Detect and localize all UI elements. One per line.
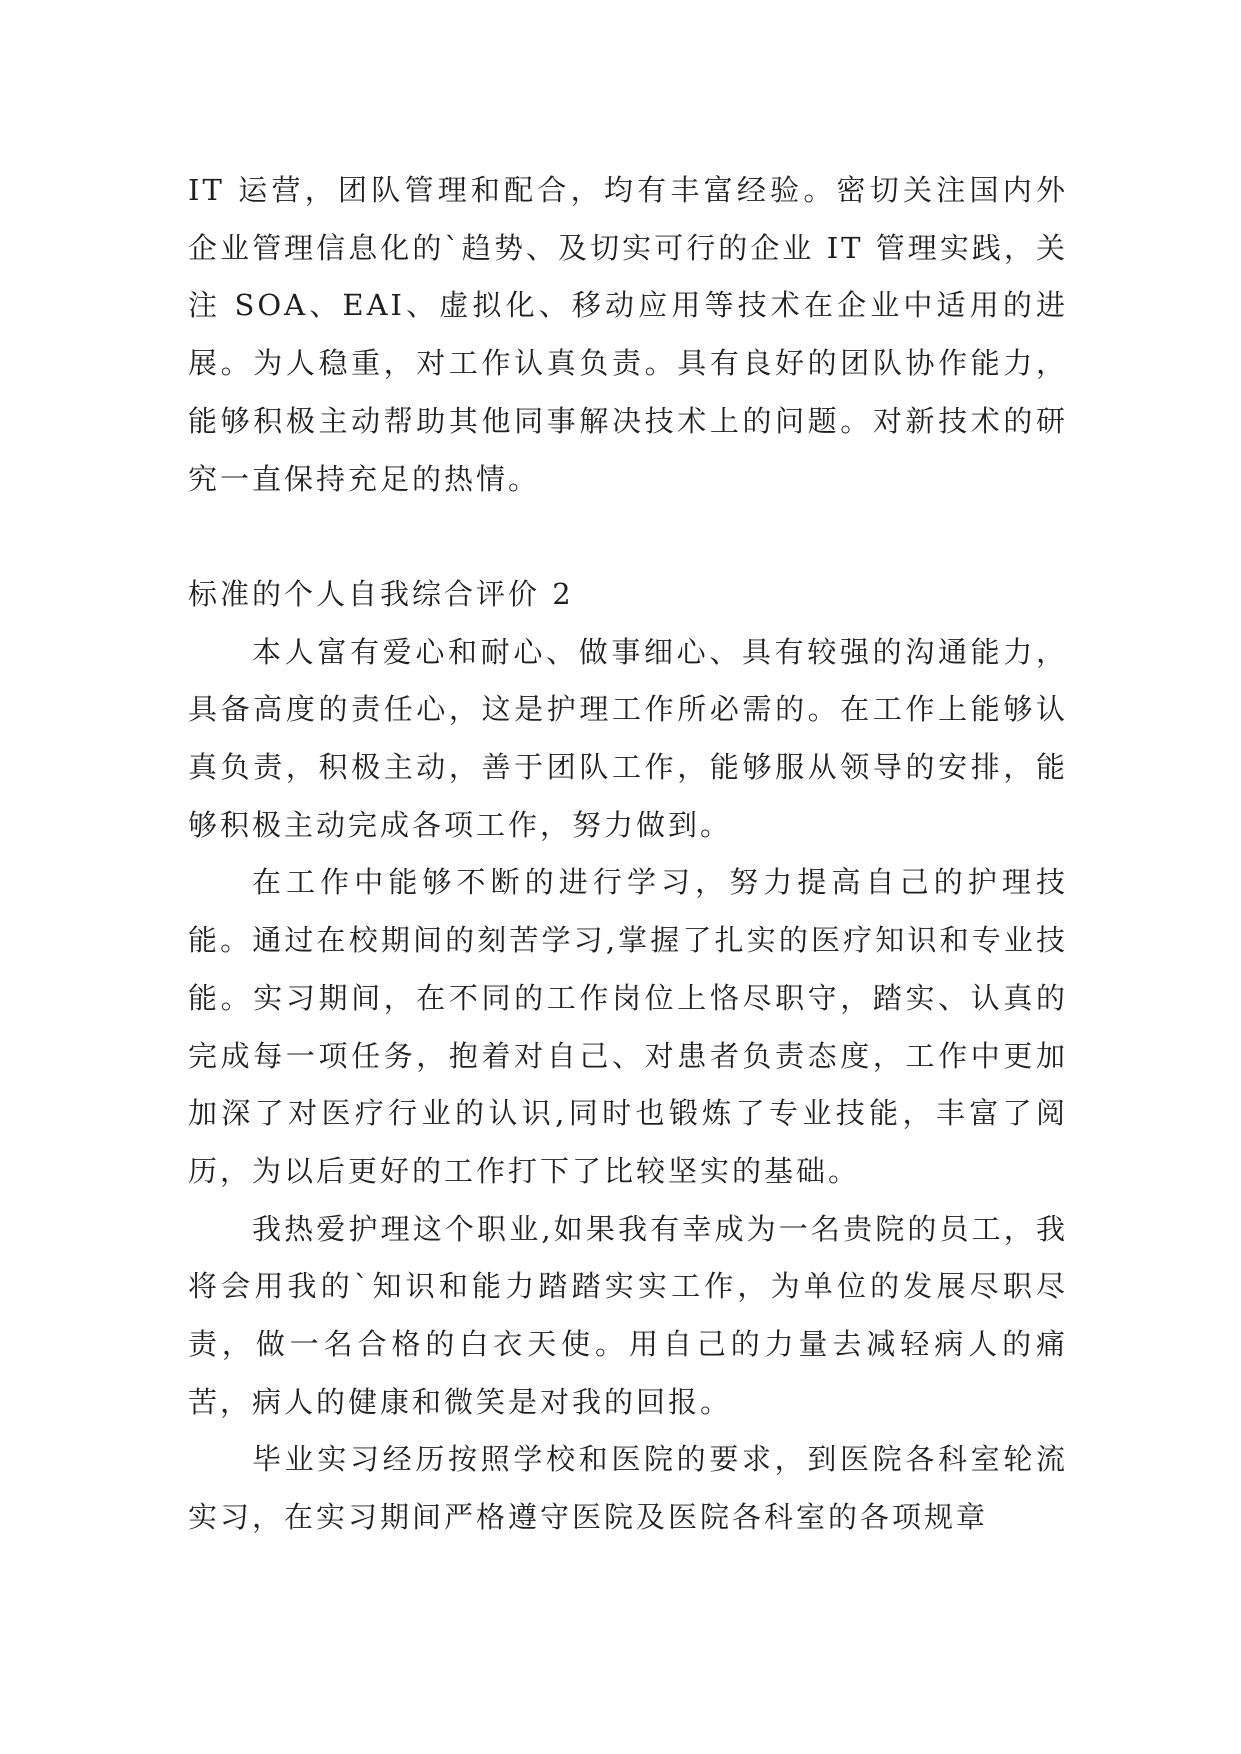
- body-paragraph: 本人富有爱心和耐心、做事细心、具有较强的沟通能力，具备高度的责任心，这是护理工作所必需的。在工作上能够认真负责，积极主动，善于团队工作，能够服从领导的安排，能够积极主动完成各项工作，努力做到。: [188, 634, 1068, 842]
- body-paragraph: 毕业实习经历按照学校和医院的要求，到医院各科室轮流实习，在实习期间严格遵守医院及医院各科室的各项规章: [188, 1442, 1068, 1535]
- body-paragraph: 在工作中能够不断的进行学习，努力提高自己的护理技能。通过在校期间的刻苦学习,掌握了扎实的医疗知识和专业技能。实习期间，在不同的工作岗位上恪尽职守，踏实、认真的完成每一项任务，抱着对自己、对患者负责态度，工作中更加加深了对医疗行业的认识,同时也锻炼了专业技能，丰富了阅历，为以后更好的工作打下了比较坚实的基础。: [188, 865, 1068, 1188]
- section-heading: 标准的个人自我综合评价 2: [188, 576, 574, 611]
- lead-paragraph: IT 运营，团队管理和配合，均有丰富经验。密切关注国内外企业管理信息化的`趋势、及切实可行的企业 IT 管理实践，关注 SOA、EAI、虚拟化、移动应用等技术在企业中适用的进展。为人稳重，对工作认真负责。具有良好的团队协作能力，能够积极主动帮助其他同事解决技术上的问题。对新技术的研究一直保持充足的热情。: [188, 173, 1068, 496]
- body-paragraph: 我热爱护理这个职业,如果我有幸成为一名贵院的员工，我将会用我的`知识和能力踏踏实实工作，为单位的发展尽职尽责，做一名合格的白衣天使。用自己的力量去减轻病人的痛苦，病人的健康和微笑是对我的回报。: [188, 1211, 1068, 1419]
- document-body: [188, 162, 1068, 1547]
- paragraph-spacer: [188, 508, 1068, 566]
